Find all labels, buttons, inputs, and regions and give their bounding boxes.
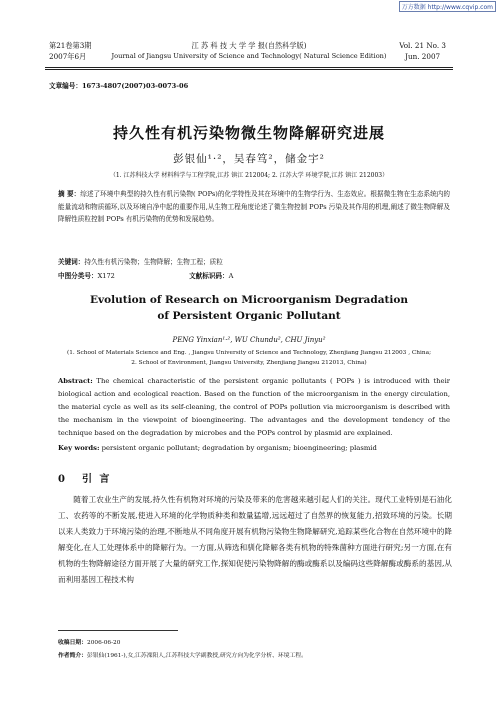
received-value: 2006-06-20 [87, 640, 121, 646]
authors-en: PENG Yinxian¹·², WU Chundu², CHU Jinyu² [172, 336, 326, 344]
date-cn: 2007年6月 [49, 52, 87, 61]
volume-cn: 第21卷第3期 [49, 41, 92, 50]
title-en-line2: of Persistent Organic Pollutant [157, 310, 341, 322]
author-bio-label: 作者简介： [58, 653, 87, 659]
keywords-en-label: Key words: [58, 444, 100, 452]
affiliation-en-line1: (1. School of Materials Science and Eng. , Jiangsu University of Science and Technology, Zhenjiang Jiangsu 212003 , China; [66, 350, 432, 356]
journal-name-cn: 江 苏 科 技 大 学 学 报(自然科学版) [191, 41, 307, 50]
abstract-en-text: The chemical characteristic of the persistent organic pollutants ( POPs ) is introduced with their biological action and ecological reaction. Based on the function of the microorganism in the energy circulation, the material cycle as well as its self-cleaning, the control of POPs pollution via microorganism is described with the mechanism in the viewpoint of bioengineering. The advantages and the development tendency of the technique based on the degradation by microbes and the POPs control by plasmid are explained. [58, 377, 450, 437]
abstract-en-label: Abstract: [58, 377, 93, 385]
journal-name-en: Journal of Jiangsu University of Science and Technology( Natural Science Edition) [111, 52, 387, 60]
watermark-stamp: 万方数据 http://www.cqvip.com [399, 1, 496, 12]
footnote-author [58, 650, 307, 659]
section-title: 引 言 [81, 474, 112, 485]
keywords-cn-text: 持久性有机污染物；生物降解；生物工程；质粒 [84, 258, 223, 266]
title-en [0, 292, 498, 324]
authors-cn: 彭银仙¹·²，吴春笃²，储金宇² [173, 153, 325, 165]
footnote-received [58, 637, 120, 646]
article-number: 文章编号：1673-4807(2007)03-0073-06 [49, 82, 189, 90]
intro-paragraph: 随着工农业生产的发展,持久性有机物对环境的污染及带来的危害越来越引起人们的关注。现代工业特别是石油化工、农药等的不断发展,使进入环境的化学物质种类和数量猛增,远远超过了自然界的恢复能力,招致环境的污染。长期以来人类致力于环境污染的治理,不断地从不同角度开展有机物污染物生物降解研究,追踪某些化合物在自然环境中的降解变化,在人工处理体系中的降解行为。一方面,从筛选和驯化降解各类有机物的特殊菌种方面进行研究;另一方面,在有机物的生物降解途径方面开展了大量的研究工作,探知促使污染物降解的酶或酶系以及编码这些降解酶或酶系的基因,从而利用基因工程技术构 [58, 495, 452, 584]
doc-code-value: A [228, 272, 234, 280]
section-heading [58, 470, 111, 485]
received-label: 收稿日期： [58, 640, 87, 646]
keywords-en [58, 444, 450, 452]
affiliation-cn: （1. 江苏科技大学 材料科学与工程学院,江苏 镇江 212004; 2. 江苏大学 环境学院,江苏 镇江 212003） [109, 172, 389, 179]
affiliation-en-line2: 2. School of Environment, Jiangsu University, Zhenjiang Jiangsu 212013, China) [131, 360, 367, 366]
volume-en: Vol. 21 No. 3 [399, 41, 446, 50]
title-cn: 持久性有机污染物微生物降解研究进展 [112, 124, 385, 142]
clc-label: 中图分类号： [58, 272, 98, 280]
title-en-line1: Evolution of Research on Microorganism Degradation [90, 294, 408, 306]
section-number: 0 [58, 474, 65, 485]
date-en: Jun. 2007 [405, 52, 441, 61]
abstract-en [58, 375, 450, 440]
author-bio-value: 彭银仙(1961-),女,江苏溧阳人,江苏科技大学副教授,研究方向为化学分析、环境工程。 [87, 653, 307, 659]
clc-value: X172 [97, 272, 115, 280]
abstract-cn-text: 综述了环境中典型的持久性有机污染物( POPs)的化学特性及其在环境中的生物学行为、生态效应。根据微生物在生态系统内的能量流动和物质循环,以及环境自净中起的重要作用,从生物工程角度论述了微生物控制 POPs 污染及其作用的机理,阐述了微生物降解及降解性质粒控制 POPs 有机污染物的优势和发展趋势。 [58, 190, 450, 223]
doc-code-label: 文献标识码： [189, 272, 229, 280]
keywords-en-text: persistent organic pollutant; degradation by organism; bioengineering; plasmid [101, 444, 377, 452]
footnote-rule [58, 630, 178, 631]
abstract-cn-label: 摘 要： [58, 190, 81, 198]
keywords-cn-label: 关键词： [58, 258, 85, 266]
